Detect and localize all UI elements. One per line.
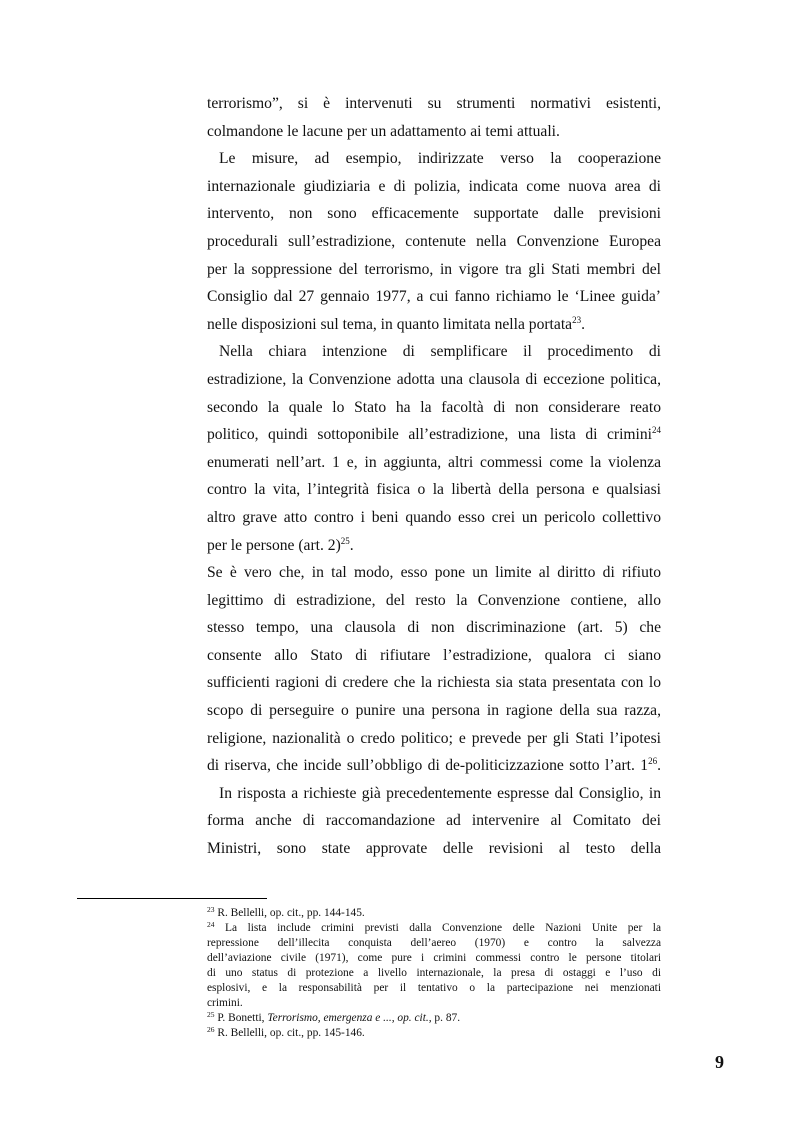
footnote-25 <box>207 1011 661 1026</box>
text-line: contro la vita, l’integrità fisica o la libertà della persona e qualsiasi <box>207 481 661 499</box>
footnote-24-line: esplosivi, e la responsabilità per il tentativo o la partecipazione nei menzionati <box>207 982 661 994</box>
text-line: terrorismo”, si è intervenuti su strumenti normativi esistenti, <box>207 95 661 112</box>
footnote-number: 23 <box>207 905 215 914</box>
footnote-number: 25 <box>207 1010 215 1019</box>
body-text <box>207 90 661 863</box>
text-line: In risposta a richieste già precedentemente espresse dal Consiglio, in <box>219 784 661 802</box>
footnote-text: R. Bellelli, op. cit., pp. 144-145. <box>214 907 365 919</box>
footnote-ref-26[interactable]: 26 <box>648 756 658 767</box>
footnote-26 <box>207 1026 661 1041</box>
text-segment: politico, quindi sottoponibile all’estradizione, una lista di crimini <box>207 426 652 444</box>
period: . <box>581 315 585 333</box>
text-segment: di riserva, che incide sull’obbligo di de-politicizzazione sotto l’art. 1 <box>207 757 649 775</box>
text-line <box>207 311 661 339</box>
text-line <box>207 752 661 780</box>
period: . <box>657 757 661 775</box>
footnote-text: R. Bellelli, op. cit., pp. 145-146. <box>214 1027 365 1039</box>
text-line: sufficienti ragioni di credere che la richiesta sia stata presentata con lo <box>207 674 661 692</box>
text-line: per la soppressione del terrorismo, in vigore tra gli Stati membri del <box>207 260 661 278</box>
text-line: altro grave atto contro i beni quando esso crei un pericolo collettivo <box>207 508 661 526</box>
text-line: Ministri, sono state approvate delle revisioni al testo della <box>207 840 661 858</box>
text-line: estradizione, la Convenzione adotta una clausola di eccezione politica, <box>207 370 661 388</box>
text-line: Nella chiara intenzione di semplificare il procedimento di <box>219 343 661 361</box>
footnote-24-line <box>207 921 661 936</box>
text-line: forma anche di raccomandazione ad intervenire al Comitato dei <box>207 812 661 830</box>
text-segment: per le persone (art. 2) <box>207 536 341 554</box>
text-line: enumerati nell’art. 1 e, in aggiunta, altri commessi come la violenza <box>207 453 661 471</box>
text-line <box>207 532 661 560</box>
footnote-separator <box>77 898 267 899</box>
text-line: consente allo Stato di rifiutare l’estradizione, qualora ci siano <box>207 646 661 664</box>
period: . <box>349 536 354 554</box>
footnote-number: 24 <box>207 920 215 929</box>
text-line: Consiglio dal 27 gennaio 1977, a cui fanno richiamo le ‘Linee guida’ <box>207 288 661 306</box>
footnote-text: p. 87. <box>431 1012 461 1024</box>
text-line: internazionale giudiziaria e di polizia, indicata come nuova area di <box>207 177 661 195</box>
footnote-24-line: di uno status di protezione a livello internazionale, la presa di ostaggi e l’uso di <box>207 967 661 979</box>
footnote-ref-23[interactable]: 23 <box>572 314 582 325</box>
footnotes <box>207 906 661 1041</box>
footnote-text: P. Bonetti, <box>214 1012 268 1024</box>
text-line: legittimo di estradizione, del resto la Convenzione contiene, allo <box>207 591 661 609</box>
text-line: scopo di perseguire o punire una persona in ragione della sua razza, <box>207 702 661 720</box>
footnote-23 <box>207 906 661 921</box>
text-line: religione, nazionalità o credo politico; e prevede per gli Stati l’ipotesi <box>207 729 661 747</box>
text-line: intervento, non sono efficacemente supportate dalle previsioni <box>207 205 661 223</box>
footnote-24-line: dell’aviazione civile (1971), come pure i crimini commessi contro le persone titolari <box>207 952 661 964</box>
footnote-number: 26 <box>207 1025 215 1034</box>
text-line: procedurali sull’estradizione, contenute nella Convenzione Europea <box>207 232 661 250</box>
footnote-text: La lista include crimini previsti dalla Convenzione delle Nazioni Unite per la <box>214 922 661 934</box>
text-line: Se è vero che, in tal modo, esso pone un limite al diritto di rifiuto <box>207 564 661 582</box>
footnote-ref-24[interactable]: 24 <box>652 425 661 436</box>
text-line <box>207 421 661 449</box>
text-segment: nelle disposizioni sul tema, in quanto limitata nella portata <box>207 315 573 333</box>
text-line: colmandone le lacune per un adattamento ai temi attuali. <box>207 122 560 140</box>
text-line: Le misure, ad esempio, indirizzate verso la cooperazione <box>219 150 661 168</box>
text-line: secondo la quale lo Stato ha la facoltà di non considerare reato <box>207 398 661 416</box>
footnote-24-line: repressione dell’illecita conquista dell’aereo (1970) e contro la salvezza <box>207 937 661 949</box>
footnote-ref-25[interactable]: 25 <box>340 535 350 546</box>
text-line: stesso tempo, una clausola di non discriminazione (art. 5) che <box>207 619 661 637</box>
footnote-title: Terrorismo, emergenza e ..., op. cit., <box>267 1012 432 1024</box>
footnote-24-line: crimini. <box>207 997 243 1009</box>
page-number: 9 <box>715 1052 724 1072</box>
